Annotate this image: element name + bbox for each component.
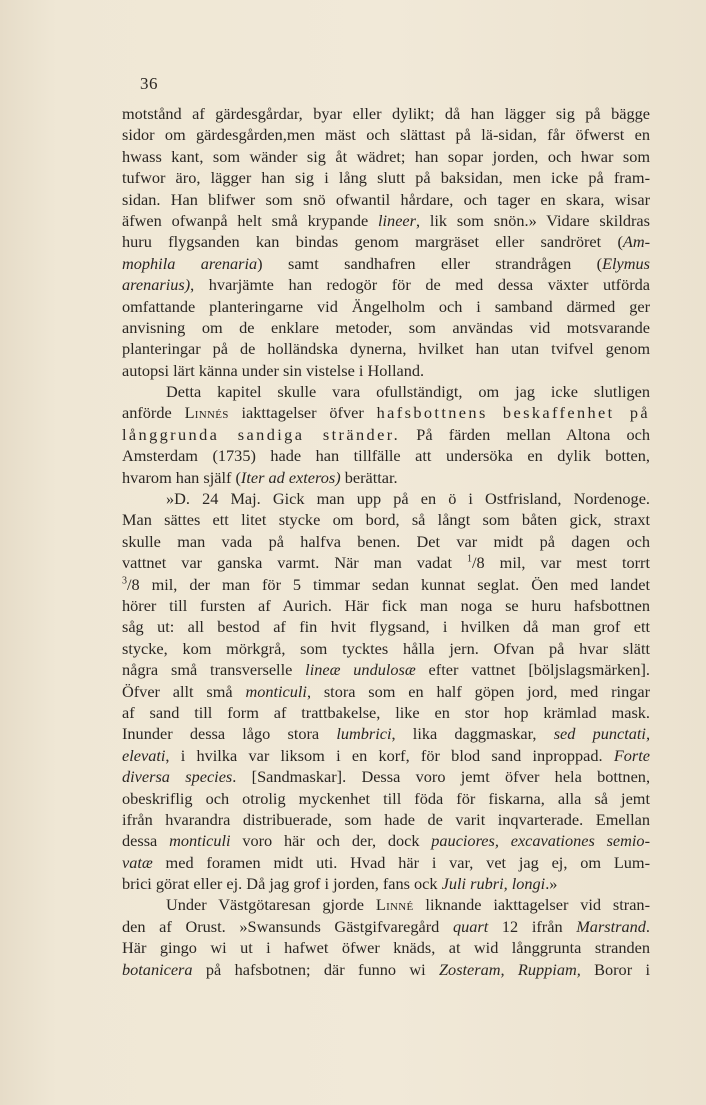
italic-term: monticuli <box>169 831 231 851</box>
italic-term: elevati <box>122 745 166 765</box>
text-run: På färden mellan Altona och <box>400 424 650 444</box>
italic-term: monticuli <box>245 681 307 701</box>
text-run: .» <box>545 874 558 894</box>
text-run: långgrunda sandiga stränder. <box>122 424 401 444</box>
italic-term: lineæ undulosæ <box>305 660 416 680</box>
italic-term: lumbrici <box>336 724 392 744</box>
italic-term: botanicera <box>122 959 193 979</box>
text-run: dessa <box>122 831 170 851</box>
text-run: huru flygsanden kan bindas genom margräset eller sandröret ( <box>122 232 623 252</box>
text-run: berättar. <box>340 467 398 487</box>
text-run: Detta kapitel skulle vara ofullständigt, om jag icke slutligen <box>166 382 650 402</box>
text-run: Boror i <box>580 959 650 979</box>
text-run: vattnet var ganska varmt. När man vadat <box>122 553 468 573</box>
text-line <box>122 616 650 637</box>
text-line <box>122 723 650 744</box>
text-run: några små transverselle <box>122 660 306 680</box>
text-line <box>122 167 650 188</box>
italic-term: lineer <box>378 210 416 230</box>
text-line <box>122 937 650 958</box>
italic-term: Forte <box>613 745 650 765</box>
text-run: Här gingo wi ut i hafwet öfwer knäds, at wid långgrunta stranden <box>122 938 650 958</box>
text-run: , lika daggmaskar, <box>391 724 554 744</box>
text-run: såg ut: all bestod af fin hvit flygsand, i hvilken då man grof ett <box>122 617 650 637</box>
text-run: af sand till form af trattbakelse, like en stor hop krämlad mask. <box>122 702 650 722</box>
text-run: sidan. Han blifwer som snö ofwantil hårdare, och tager en skara, wisar <box>122 189 650 209</box>
text-line <box>122 146 650 167</box>
text-run: , stora som en half göpen jord, med ringar <box>306 681 651 701</box>
italic-term: Iter ad exteros) <box>240 467 341 487</box>
text-run: , lik som snön.» Vidare skildras <box>415 210 650 230</box>
text-run: /8 mil, der man för 5 timmar sedan kunnat seglat. Öen med landet <box>127 574 650 594</box>
text-run: anvisning om de enklare metoder, som användas vid motsvarande <box>122 317 650 337</box>
text-run: på hafsbotnen; där funno wi <box>192 959 439 979</box>
text-line <box>122 766 650 787</box>
text-line <box>122 317 650 338</box>
fraction-numerator: 3 <box>122 575 127 587</box>
text-line <box>122 488 650 509</box>
text-run: Linnés <box>184 403 229 423</box>
text-line <box>122 274 650 295</box>
italic-term: mophila arenaria <box>122 253 258 273</box>
italic-term: Zosteram, Ruppiam, <box>439 959 581 979</box>
text-run: voro här och der, dock <box>230 831 432 851</box>
text-line <box>122 873 650 894</box>
text-run: Öfver allt små <box>122 681 246 701</box>
text-run: Under Västgötaresan gjorde <box>166 895 376 915</box>
text-line <box>122 916 650 937</box>
text-line <box>122 788 650 809</box>
text-run: skulle man vada på halfva benen. Det var midt på dagen och <box>122 531 650 551</box>
text-run: . [Sandmaskar]. Dessa voro jemt öfver hela bottnen, <box>232 767 651 787</box>
text-line <box>122 509 650 530</box>
text-run: »D. 24 Maj. Gick man upp på en ö i Ostfrisland, Nordenoge. <box>166 489 650 509</box>
fraction-numerator: 1 <box>467 553 473 565</box>
text-run: Linné <box>375 895 414 915</box>
text-run: omfattande planteringarne vid Ängelholm och i samband därmed ger <box>122 296 650 316</box>
text-line <box>122 231 650 252</box>
text-run: autopsi lärt känna under sin vistelse i Holland. <box>122 360 425 380</box>
text-line <box>122 360 650 381</box>
text-line <box>122 894 650 915</box>
text-run: , hvarjämte han redogör för de med dessa växter utförda <box>190 275 650 295</box>
text-line <box>122 467 650 488</box>
text-line <box>122 531 650 552</box>
text-line <box>122 381 650 402</box>
italic-term: Juli rubri, longi <box>441 874 546 894</box>
text-run: iakttagelser öfver <box>228 403 377 423</box>
text-line <box>122 253 650 274</box>
italic-term: quart <box>452 916 489 936</box>
text-run: äfwen ofwanpå helt små krypande <box>122 210 378 230</box>
text-run: anförde <box>122 403 185 423</box>
text-run: , i hvilka var liksom i en korf, för blod sand inproppad. <box>165 745 614 765</box>
italic-term: pauciores, excavationes semio- <box>431 831 650 851</box>
text-line <box>122 424 650 445</box>
italic-term: Elymus <box>602 253 650 273</box>
text-line <box>122 595 650 616</box>
text-line <box>122 574 650 595</box>
text-run: planteringar på de holländska dynerna, hvilket han utan tvifvel genom <box>122 339 650 359</box>
text-run: sidor om gärdesgården,men mäst och slättast på lä-sidan, får öfwerst en <box>122 125 650 145</box>
text-run: 12 ifrån <box>488 916 577 936</box>
text-run: hwass kant, som wänder sig åt wädret; han sopar jorden, och hwar som <box>122 146 650 166</box>
text-line <box>122 296 650 317</box>
text-run: Man sättes ett litet stycke om bord, så långt som båten gick, straxt <box>122 510 650 530</box>
text-line <box>122 445 650 466</box>
text-run: brici görat eller ej. Då jag grof i jorden, fans ock <box>122 874 442 894</box>
text-line <box>122 189 650 210</box>
text-run: efter vattnet [böljslagsmärken]. <box>415 660 650 680</box>
text-run: tufwor äro, lägger han sig i lång slutt på baksidan, men icke på fram- <box>122 168 650 188</box>
text-line <box>122 552 650 573</box>
text-line <box>122 402 650 423</box>
italic-term: arenarius) <box>122 275 191 295</box>
text-run: hafsbottnens beskaffenhet på <box>376 403 650 423</box>
text-line <box>122 852 650 873</box>
text-run: ) samt sandhafren eller strandrågen ( <box>257 253 603 273</box>
page-number: 36 <box>140 74 158 93</box>
text-line <box>122 745 650 766</box>
text-run: hvarom han själf ( <box>122 467 241 487</box>
text-line <box>122 659 650 680</box>
italic-term: Am- <box>622 232 650 252</box>
text-run: ifrån hvarandra distribuerade, som hade de varit inqvarterade. Emellan <box>122 809 650 829</box>
text-line <box>122 681 650 702</box>
text-line <box>122 959 650 980</box>
text-line <box>122 124 650 145</box>
text-run: Inunder dessa lågo stora <box>122 724 337 744</box>
text-run: hörer till fursten af Aurich. Här fick man noga se huru hafsbottnen <box>122 595 650 615</box>
italic-term: sed punctati, <box>553 724 651 744</box>
text-run: den af Orust. »Swansunds Gästgifvaregård <box>122 916 453 936</box>
text-line <box>122 210 650 231</box>
text-run: motstånd af gärdesgårdar, byar eller dylikt; då han lägger sig på bägge <box>122 104 650 123</box>
text-line <box>122 103 650 124</box>
text-run: /8 mil, var mest torrt <box>472 553 651 573</box>
text-run: obeskriflig och otrolig myckenhet till föda för fiskarna, alla så jemt <box>122 788 650 808</box>
text-line <box>122 830 650 851</box>
text-run: liknande iakttagelser vid stran- <box>413 895 650 915</box>
body-text <box>122 103 650 980</box>
text-line <box>122 702 650 723</box>
text-run: Amsterdam (1735) hade han tillfälle att undersöka en dylik botten, <box>122 446 650 466</box>
italic-term: diversa species <box>122 767 233 787</box>
text-line <box>122 809 650 830</box>
text-run: med foramen midt uti. Hvad här i var, vet jag ej, om Lum- <box>152 852 650 872</box>
text-run: stycke, kom mörkgrå, som tycktes hålla jern. Ofvan på hvar slätt <box>122 638 650 658</box>
italic-term: Marstrand <box>576 916 646 936</box>
italic-term: vatæ <box>122 852 153 872</box>
text-run: . <box>645 916 650 936</box>
text-line <box>122 338 650 359</box>
text-line <box>122 638 650 659</box>
